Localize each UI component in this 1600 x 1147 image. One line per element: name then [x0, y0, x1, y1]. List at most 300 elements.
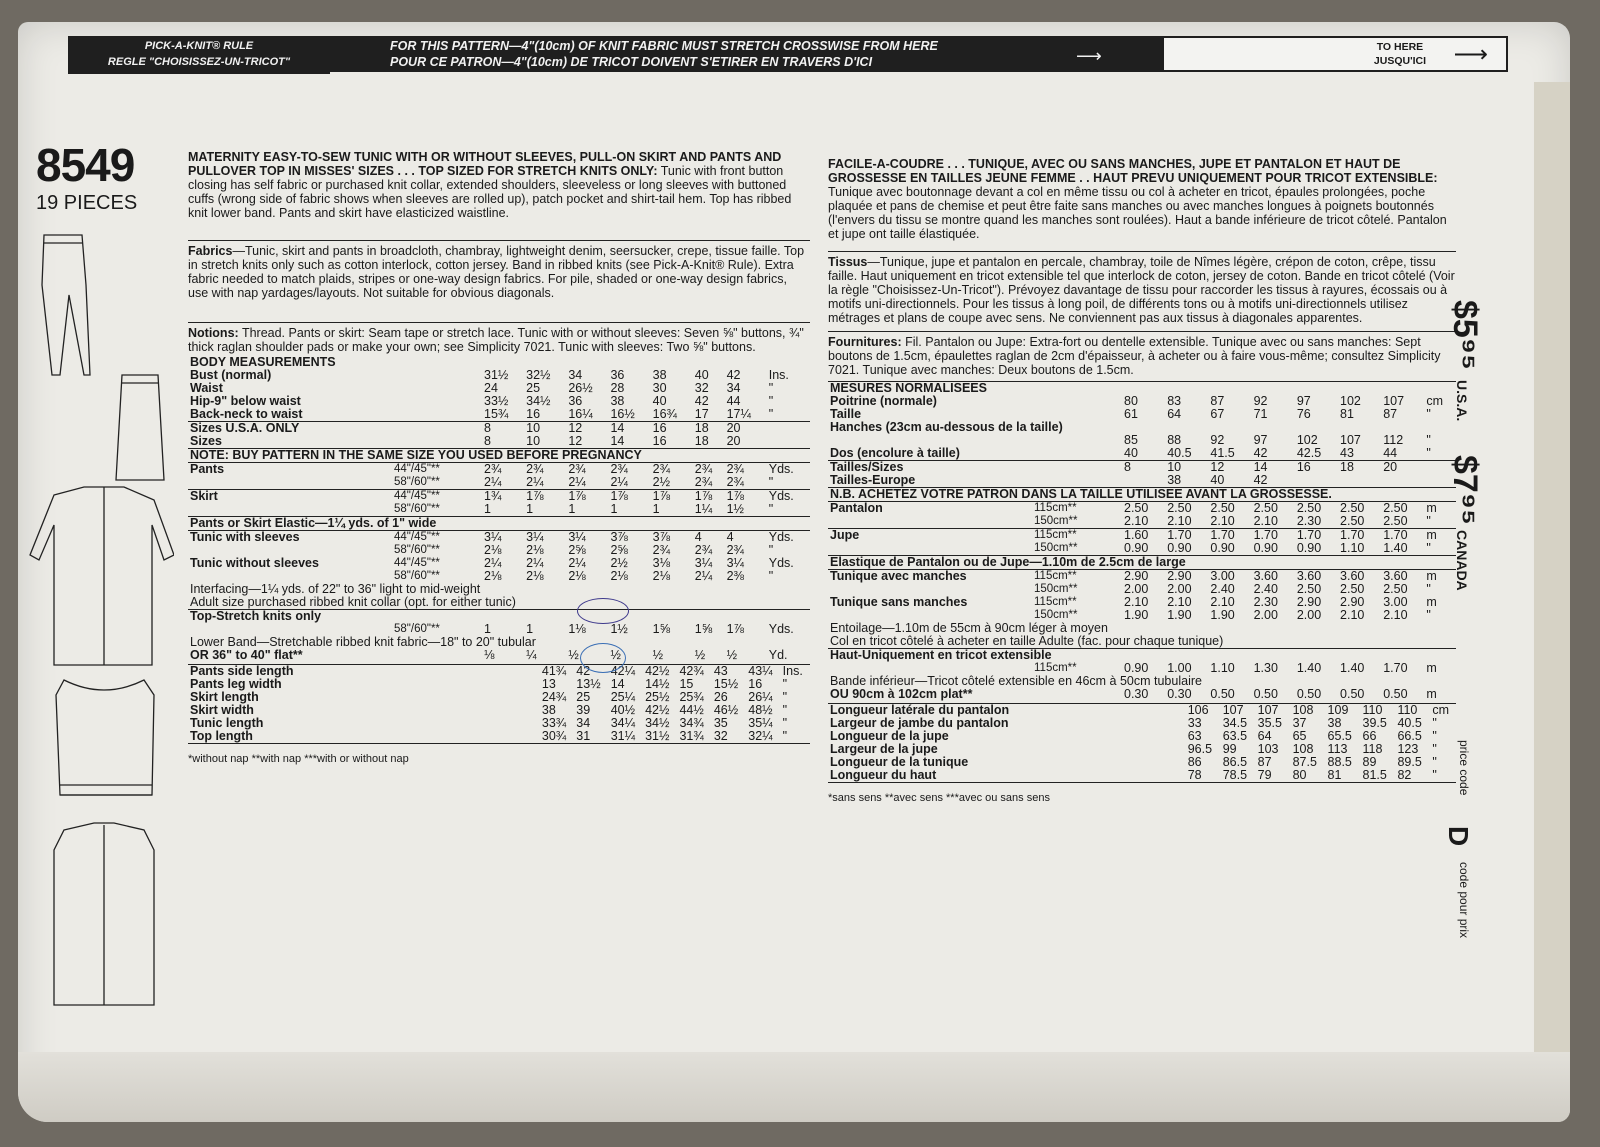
cell: 3.60	[1296, 569, 1322, 583]
cell: 25	[526, 381, 541, 395]
cell: 16	[652, 434, 667, 448]
unit: "	[768, 381, 774, 395]
row-label: Tunic with sleeves	[190, 530, 300, 544]
cell: 3.60	[1340, 569, 1365, 583]
fabric-width: 44"/45"**	[394, 490, 440, 502]
cell: 10	[526, 421, 541, 435]
cell: 30	[652, 381, 667, 395]
cell: 40	[652, 394, 667, 408]
cell: 44	[726, 394, 741, 408]
body-measurements-table	[188, 356, 810, 662]
fabric-width: 115cm**	[1034, 596, 1077, 608]
cell: 2¾	[726, 462, 744, 476]
row-label: Skirt	[190, 489, 218, 503]
row-label: Longueur de la jupe	[830, 729, 949, 743]
row-label: Skirt length	[190, 690, 259, 704]
cell: 92	[1210, 433, 1225, 447]
cell: 13½	[576, 677, 601, 691]
cell: 2⅛	[526, 543, 544, 557]
cell: 8	[484, 421, 491, 435]
row-label: Pants side length	[190, 664, 294, 678]
cell: 81	[1327, 768, 1342, 782]
cell: 1.10	[1210, 661, 1235, 675]
interfacing-note: Interfacing—1¼ yds. of 22" to 36" light to mid-weight	[190, 582, 481, 596]
table-row	[188, 422, 810, 436]
cell: 25¼	[610, 690, 636, 704]
cell: 3¼	[726, 556, 744, 570]
cell: 78	[1187, 768, 1202, 782]
cell: 31½	[484, 368, 509, 382]
unit: "	[782, 716, 788, 730]
table-row	[188, 503, 810, 517]
cell: 35	[713, 716, 728, 730]
cell: 16¼	[568, 407, 593, 421]
cell: 31¾	[679, 729, 704, 743]
bande-note: Bande inférieur—Tricot côtelé extensible en 46cm à 50cm tubulaire	[830, 674, 1202, 688]
mesures-table	[828, 381, 1456, 701]
fabric-width: 58"/60"**	[394, 476, 440, 488]
cell: 107	[1222, 703, 1244, 717]
cell: 2.50	[1383, 582, 1408, 596]
row-label: Tunique avec manches	[830, 569, 967, 583]
table-row	[828, 447, 1456, 461]
cell: 1.40	[1383, 541, 1408, 555]
cell: 17¼	[726, 407, 751, 421]
cell: 1⅞	[610, 489, 628, 503]
cell: 34	[726, 381, 741, 395]
envelope-edge	[1534, 82, 1570, 1082]
cell: 10	[526, 434, 541, 448]
cell: 41.5	[1210, 446, 1235, 460]
cell: 0.90	[1210, 541, 1235, 555]
cell: 4	[694, 530, 702, 544]
cell: 2¾	[568, 462, 586, 476]
row-label: Top length	[190, 729, 253, 743]
pregnancy-size-note: NOTE: BUY PATTERN IN THE SAME SIZE YOU USED BEFORE PREGNANCY	[190, 448, 642, 462]
cell: 0.50	[1296, 687, 1322, 701]
table-row	[828, 769, 1456, 783]
unit: m	[1426, 569, 1437, 583]
price-code-label: price code	[1457, 740, 1471, 796]
cell: 1.90	[1167, 608, 1192, 622]
fabric-width: 150cm**	[1034, 583, 1078, 595]
unit: "	[1426, 608, 1431, 622]
table-row	[188, 730, 810, 744]
unit: "	[1432, 716, 1437, 730]
cell: 2¾	[694, 475, 713, 489]
description-title: MATERNITY EASY-TO-SEW TUNIC WITH OR WITHOUT SLEEVES, PULL-ON SKIRT AND PANTS AND PULLOVER TOP IN MISSES' SIZES . . . TOP SIZED FOR STRETCH KNITS ONLY:	[188, 150, 782, 178]
cell: 2⅛	[484, 569, 502, 583]
cell: 34½	[526, 394, 551, 408]
unit: Yds.	[768, 530, 794, 544]
top-sketch-icon	[56, 680, 154, 795]
cell: 24¾	[541, 690, 567, 704]
pak-instruction-fr: POUR CE PATRON—4"(10cm) DE TRICOT DOIVENT S'ETIRER EN TRAVERS D'ICI	[390, 55, 873, 69]
table-row	[188, 369, 810, 382]
cell: 34	[576, 716, 591, 730]
cell: 2.10	[1210, 595, 1235, 609]
cell: 87.5	[1292, 755, 1317, 769]
unit: m	[1426, 661, 1437, 675]
cell: 2.90	[1296, 595, 1322, 609]
envelope-bottom-flap	[18, 1052, 1570, 1122]
cell: 0.90	[1124, 541, 1149, 555]
cell: 3.00	[1383, 595, 1408, 609]
cell: 65.5	[1327, 729, 1352, 743]
cell: 2¾	[652, 462, 671, 476]
body-measurements-heading: BODY MEASUREMENTS	[190, 355, 336, 369]
unit: "	[1426, 541, 1431, 555]
cell: 2¾	[610, 462, 628, 476]
description-title-fr: FACILE-A-COUDRE . . . TUNIQUE, AVEC OU SANS MANCHES, JUPE ET PANTALON ET HAUT DE GROSSESSE EN TAILLES JEUNE FEMME . . HAUT PREVU UNIQUEMENT POUR TRICOT EXTENSIBLE:	[828, 157, 1438, 185]
unit: "	[782, 703, 788, 717]
cell: 32½	[526, 368, 551, 382]
fabric-width: 150cm**	[1034, 542, 1078, 554]
cell: 2.00	[1124, 582, 1149, 596]
cell: 99	[1222, 742, 1237, 756]
cell: 1	[610, 502, 618, 516]
cell: ½	[568, 648, 579, 662]
cell: 34½	[645, 716, 670, 730]
cell: 1	[484, 622, 491, 636]
cell: 2⅝	[610, 543, 628, 557]
fabrics-body: —Tunic, skirt and pants in broadcloth, chambray, lightweight denim, seersucker, crepe, tissue faille. Top in stretch knits only such as cotton interlock, cotton jersey. Band in ribbed knits (see Pick-A-Knit® Rule). Extra fabric needed to match plaids, stripes or one-way design fabrics. For pile, shaded or one-way design fabrics, use with nap yardages/layouts. Not suitable for obvious diagonals.	[188, 244, 805, 300]
cell: 14	[610, 421, 625, 435]
row-label: Longueur de la tunique	[830, 755, 969, 769]
cell: 48½	[748, 703, 773, 717]
row-label: Jupe	[830, 528, 860, 542]
table-row	[188, 408, 810, 422]
cell: ½	[652, 648, 664, 662]
pak-label-en: PICK-A-KNIT® RULE	[144, 40, 254, 52]
garment-sketches	[24, 225, 174, 1025]
table-row	[188, 490, 810, 504]
table-row	[828, 529, 1456, 543]
row-label: OU 90cm à 102cm plat**	[830, 687, 973, 701]
cell: 0.90	[1296, 541, 1322, 555]
cell: 39.5	[1362, 716, 1387, 730]
cell: 1	[568, 502, 576, 516]
cell: 1	[652, 502, 660, 516]
unit: "	[1426, 446, 1431, 460]
cell: 1.70	[1296, 528, 1322, 542]
cell: 38	[652, 368, 667, 382]
cell: 1.70	[1253, 528, 1278, 542]
cell: 67	[1210, 407, 1225, 421]
row-label: Tailles-Europe	[830, 473, 916, 487]
cell: 34¾	[679, 716, 704, 730]
unit: "	[768, 394, 774, 408]
elastique-note: Elastique de Pantalon ou de Jupe—1.10m de 2.5cm de large	[830, 555, 1186, 569]
unit: "	[768, 475, 774, 489]
cell: 3⅛	[652, 556, 671, 570]
fabric-width: 44"/45"**	[394, 557, 440, 569]
unit: Yds.	[768, 489, 794, 503]
cell: 65	[1292, 729, 1307, 743]
cell: 2¼	[484, 556, 502, 570]
french-column	[828, 157, 1456, 805]
row-label: OR 36" to 40" flat**	[190, 648, 303, 662]
cell: 80	[1292, 768, 1307, 782]
cell	[1381, 474, 1424, 488]
cell: 17	[694, 407, 709, 421]
cell: 2.50	[1253, 501, 1278, 515]
cell: 0.90	[1167, 541, 1192, 555]
table-row	[188, 531, 810, 545]
cell	[1295, 474, 1338, 488]
cell: 3¼	[694, 556, 713, 570]
pick-a-knit-instruction	[330, 36, 1162, 72]
cell: 107	[1340, 433, 1361, 447]
unit: "	[1432, 729, 1437, 743]
pak-label-fr: REGLE "CHOISISSEZ-UN-TRICOT"	[107, 56, 291, 68]
cell: 46½	[713, 703, 739, 717]
cell: 2.40	[1210, 582, 1235, 596]
table-row	[828, 474, 1456, 488]
cell: 36	[568, 394, 583, 408]
fournitures-body: Fil. Pantalon ou Jupe: Extra-fort ou dentelle extensible. Tunique avec ou sans manches: Sept boutons de 1.5cm, épaulettes raglan de 2cm d'épaisseur, à acheter ou à faire vous-même; consultez Simplicity 7021. Tunique avec manches: Deux boutons de 1.5cm.	[828, 335, 1441, 377]
col-note: Col en tricot côtelé à acheter en taille Adulte (fac. pour chaque tunique)	[830, 634, 1224, 648]
cell: 64	[1167, 407, 1182, 421]
cell: 2¼	[694, 569, 713, 583]
cell: 2.50	[1383, 501, 1408, 515]
cell: 0.30	[1124, 687, 1149, 701]
cell: 30¾	[541, 729, 567, 743]
unit: "	[768, 543, 774, 557]
cell: 2¾	[726, 475, 744, 489]
row-label: Waist	[190, 381, 223, 395]
arrow-right-icon: ⟶	[1076, 46, 1102, 66]
cell: 42	[694, 394, 709, 408]
fabric-width: 58"/60"**	[394, 570, 440, 582]
unit: "	[1426, 514, 1431, 528]
english-column	[188, 150, 810, 766]
cell: 3.60	[1253, 569, 1278, 583]
tunic-sleeveless-sketch-icon	[54, 823, 154, 1005]
code-prix-label: code pour prix	[1457, 862, 1471, 939]
cell: 79	[1257, 768, 1272, 782]
cell: 42	[1253, 473, 1268, 487]
cell: 71	[1253, 407, 1268, 421]
cell: 1⅛	[568, 622, 586, 636]
cell: 102	[1296, 433, 1318, 447]
cell: 81	[1340, 407, 1354, 421]
row-label: Poitrine (normale)	[830, 394, 937, 408]
cell: 2.50	[1296, 582, 1322, 596]
cell: 1⅞	[694, 489, 713, 503]
cell: 63.5	[1222, 729, 1248, 743]
cell: 1.40	[1296, 661, 1322, 675]
cell: 3⅞	[652, 530, 671, 544]
cell: 2¼	[610, 475, 628, 489]
cell: 10	[1167, 460, 1182, 474]
cell: 83	[1167, 394, 1182, 408]
cell: 112	[1383, 433, 1404, 447]
cell: 108	[1292, 703, 1314, 717]
cell: 1⅝	[694, 622, 713, 636]
cell: 25½	[645, 690, 670, 704]
fabric-width: 115cm**	[1034, 529, 1077, 541]
cell: 0.50	[1383, 687, 1408, 701]
cell: 2.10	[1124, 514, 1149, 528]
cell: 43	[713, 664, 728, 678]
cell: 38	[1167, 473, 1182, 487]
cell: 2.10	[1167, 514, 1192, 528]
cell: 88	[1167, 433, 1182, 447]
cell: 13	[541, 677, 556, 691]
cell: 26½	[568, 381, 593, 395]
cell: 37	[1292, 716, 1307, 730]
pak-end-fr: JUSQU'ICI	[1373, 55, 1426, 67]
fabric-width: 115cm**	[1034, 662, 1077, 674]
cell: 16½	[610, 407, 635, 421]
cell: 107	[1257, 703, 1279, 717]
row-label: Sizes U.S.A. ONLY	[190, 421, 300, 435]
pen-circle-skirt	[580, 643, 626, 673]
cell: 0.30	[1167, 687, 1192, 701]
tissus-body: —Tunique, jupe et pantalon en percale, chambray, toile de Nîmes légère, crépon de coton, crêpe, tissu faille. Haut uniquement en tricot extensible tel que interlock de coton, jersey de coton. Bande en tricot côtelé (Voir la règle "Choisissez-Un-Tricot"). Prévoyez davantage de tissu pour raccorder les tissus à rayures, écossais ou à motifs uni-directionnels. Pour les tissus à long poil, de différents tons ou à motifs uni-directionnels utilisez métrages et plans de coupe avec sens. Ne conviennent pas aux tissus à diagonales apparentes.	[828, 255, 1455, 325]
cell: 1⅞	[726, 622, 744, 636]
cell: 40	[1210, 473, 1225, 487]
cell: 88.5	[1327, 755, 1352, 769]
cell: 1	[484, 502, 491, 516]
unit: "	[782, 729, 788, 743]
cell: 2¾	[726, 543, 744, 557]
cell: 2.30	[1296, 514, 1322, 528]
description-body-fr: Tunique avec boutonnage devant a col en même tissu ou col à acheter en tricot, épaules prolongées, poche plaquée et pans de chemise et peut être faite sans manches ou avec manches longues à poignets boutonnés (l'envers du tissu se montre quand les manches sont roulées). Haut a bande inférieure de tricot côtelé. Pantalon et jupe ont taille élastiquée.	[828, 185, 1447, 241]
cell: 107	[1383, 394, 1405, 408]
cell: 2.50	[1340, 514, 1365, 528]
cell: ½	[694, 648, 706, 662]
pen-circle-pants	[577, 598, 629, 624]
cell: 2.40	[1253, 582, 1278, 596]
cell: 2⅛	[652, 569, 671, 583]
cell: 97	[1296, 394, 1311, 408]
cell: 25¾	[679, 690, 704, 704]
cell: 108	[1292, 742, 1314, 756]
fabric-width: 150cm**	[1034, 515, 1078, 527]
cell: 2½	[610, 556, 628, 570]
cell: 2.50	[1296, 501, 1322, 515]
cell: 97	[1253, 433, 1268, 447]
notions-label: Notions:	[188, 326, 239, 340]
pattern-number: 8549	[36, 139, 135, 191]
cell: 89.5	[1397, 755, 1422, 769]
cell: 20	[726, 421, 741, 435]
cell: 109	[1327, 703, 1349, 717]
collar-note: Adult size purchased ribbed knit collar (opt. for either tunic)	[190, 595, 516, 609]
cell: 2¾	[694, 462, 713, 476]
cell: 80	[1124, 394, 1138, 408]
cell: 20	[1383, 460, 1398, 474]
row-label: Pantalon	[830, 501, 883, 515]
fournitures-label: Fournitures:	[828, 335, 902, 349]
cell: 1.60	[1124, 528, 1149, 542]
pick-a-knit-label	[68, 36, 330, 74]
unit: Ins.	[768, 368, 789, 382]
cell: 42¼	[610, 664, 636, 678]
cell: 12	[1210, 460, 1225, 474]
cell: 16	[1296, 460, 1311, 474]
cell: 35.5	[1257, 716, 1282, 730]
cell: 40	[1124, 446, 1138, 460]
cell: 2⅛	[610, 569, 628, 583]
cell: 42	[1253, 446, 1268, 460]
cell: 2.90	[1167, 569, 1192, 583]
row-label: Sizes	[190, 434, 222, 448]
table-row	[188, 435, 810, 449]
skirt-sketch-icon	[116, 375, 164, 480]
fabric-width: 58"/60"**	[394, 503, 440, 515]
cell: 1.70	[1383, 528, 1408, 542]
unit: cm	[1432, 703, 1450, 717]
cell: 2.50	[1167, 501, 1192, 515]
cell: 42½	[645, 703, 670, 717]
cell: 1.00	[1167, 661, 1192, 675]
cell: 34¼	[610, 716, 636, 730]
cell: 16	[748, 677, 763, 691]
cell: 40.5	[1167, 446, 1192, 460]
cell: 2.00	[1253, 608, 1278, 622]
cell: 14½	[645, 677, 670, 691]
top-stretch-heading: Top-Stretch knits only	[190, 609, 322, 623]
table-row	[828, 515, 1456, 529]
cell: 2⅛	[484, 543, 502, 557]
cell: 2.10	[1210, 514, 1235, 528]
cell: 18	[694, 421, 709, 435]
table-row	[188, 649, 810, 662]
unit: "	[1426, 582, 1431, 596]
cell: 2¼	[526, 556, 544, 570]
cell: 16¾	[652, 407, 677, 421]
cell: ½	[726, 648, 738, 662]
cell: 86	[1187, 755, 1202, 769]
cell: 38	[541, 703, 556, 717]
cell: 76	[1296, 407, 1311, 421]
cell: 28	[610, 381, 625, 395]
cell: 3.60	[1383, 569, 1408, 583]
tissus-label: Tissus	[828, 255, 868, 269]
cell: 89	[1362, 755, 1377, 769]
row-label: Largeur de jambe du pantalon	[830, 716, 1009, 730]
cell: 2.90	[1124, 569, 1149, 583]
cell: 42	[726, 368, 741, 382]
haut-heading: Haut-Uniquement en tricot extensible	[830, 648, 1052, 662]
cell: 87	[1383, 407, 1398, 421]
entoilage-note: Entoilage—1.10m de 55cm à 90cm léger à moyen	[830, 621, 1108, 635]
hanches-label: Hanches (23cm au-dessous de la taille)	[830, 420, 1063, 434]
cell: 1¼	[694, 502, 713, 516]
cell: 2¾	[652, 543, 671, 557]
cell: 42.5	[1296, 446, 1322, 460]
table-row	[828, 542, 1456, 556]
unit: m	[1426, 501, 1437, 515]
cell: 39	[576, 703, 591, 717]
mesures-heading: MESURES NORMALISEES	[830, 381, 987, 395]
cell: 34	[568, 368, 583, 382]
unit: "	[768, 502, 774, 516]
unit: "	[782, 690, 788, 704]
unit: m	[1426, 595, 1437, 609]
cell: 14	[610, 677, 625, 691]
tunic-sleeves-sketch-icon	[30, 487, 174, 665]
cell: 44	[1383, 446, 1398, 460]
cell: 87	[1257, 755, 1272, 769]
fabrics-label: Fabrics	[188, 244, 233, 258]
price-canada-label: CANADA	[1454, 530, 1470, 591]
cell: 42¾	[679, 664, 704, 678]
row-label: Dos (encolure à taille)	[830, 446, 960, 460]
